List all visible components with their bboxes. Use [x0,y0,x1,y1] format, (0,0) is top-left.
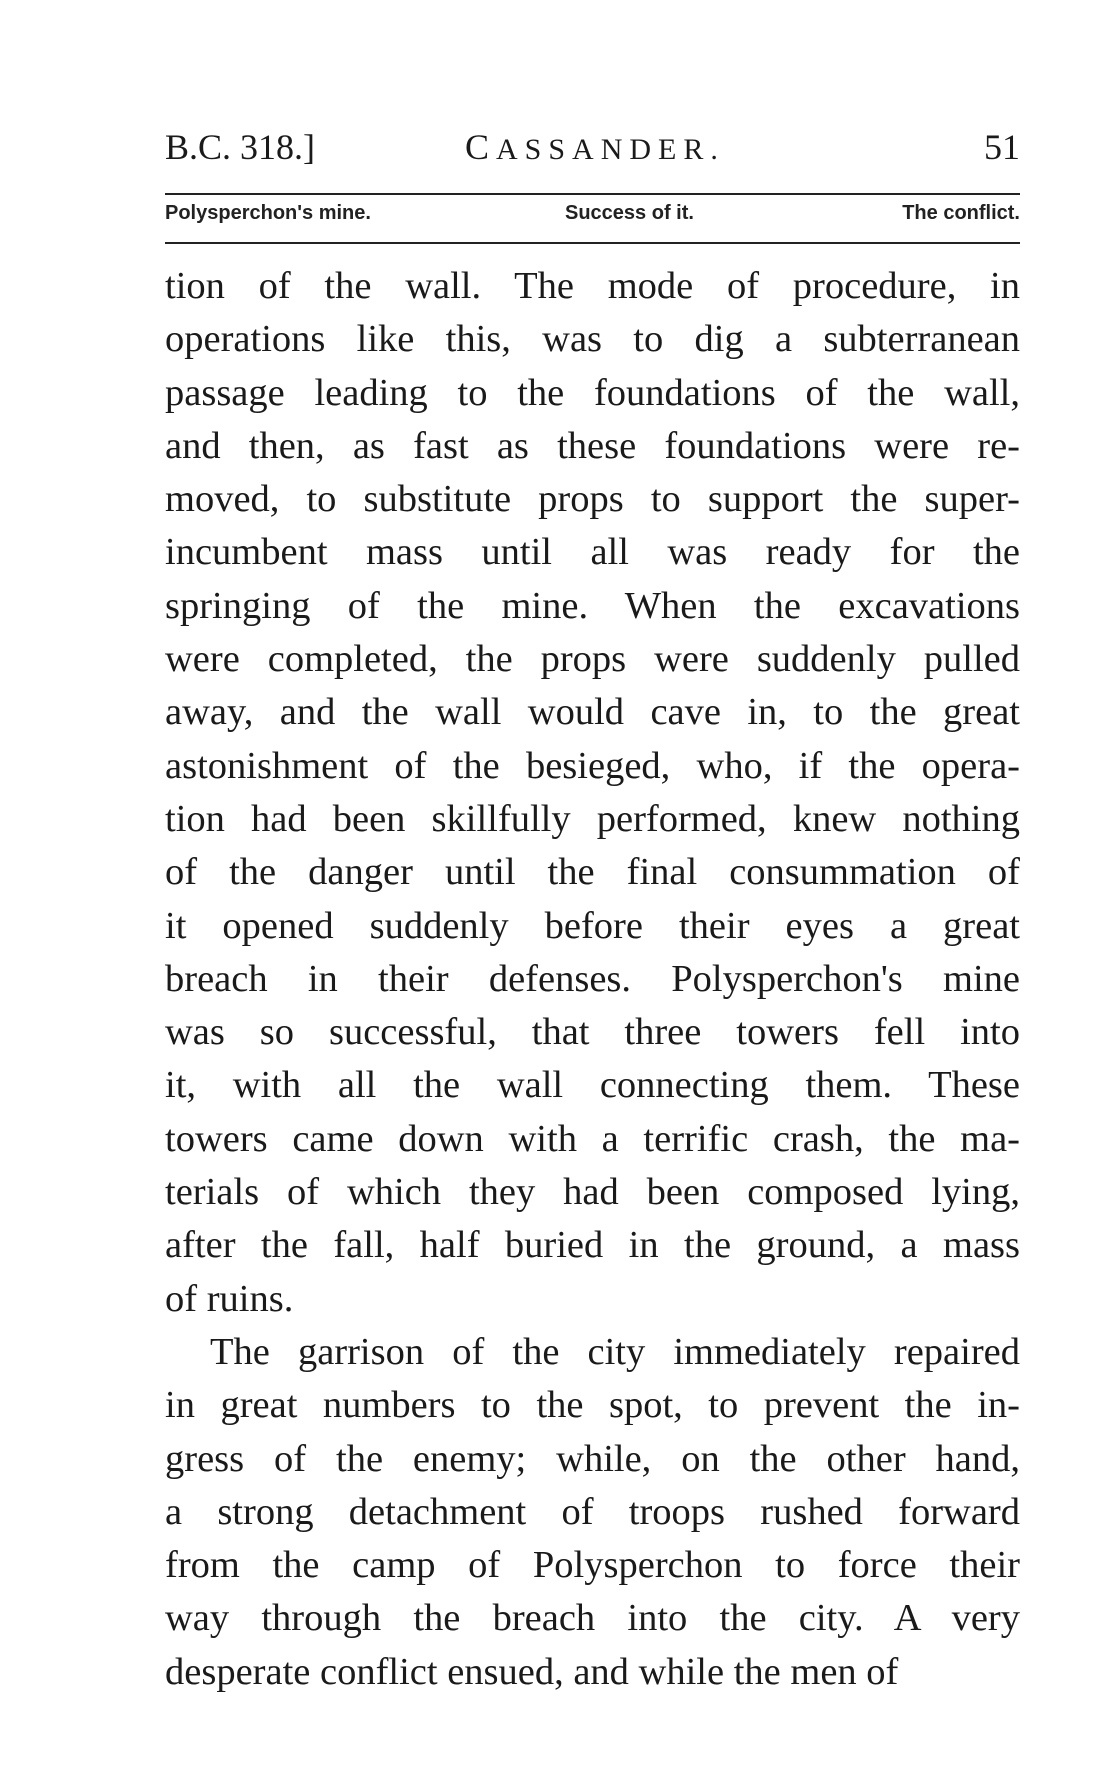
text-line: towers came down with a terrific crash, the ma- [165,1117,1020,1160]
running-head-date: B.C. 318.] [165,127,316,167]
text-line: it opened suddenly before their eyes a great [165,904,1020,947]
body-text [165,260,1020,1699]
running-head-title [465,126,725,168]
text-line: a strong detachment of troops rushed forward [165,1490,1020,1533]
text-line: was so successful, that three towers fell into [165,1011,1020,1054]
subhead-left: Polysperchon's mine. [165,202,371,224]
text-line: passage leading to the foundations of the wall, [165,371,1020,414]
text-line: springing of the mine. When the excavations [165,584,1020,627]
text-line: astonishment of the besieged, who, if the opera- [165,744,1020,787]
text-line: after the fall, half buried in the ground, a mass [165,1224,1020,1267]
paragraph [165,1326,1020,1699]
text-line: away, and the wall would cave in, to the great [165,691,1020,734]
paragraph [165,260,1020,1326]
page-number: 51 [984,127,1020,167]
subhead-center: Success of it. [565,202,694,224]
text-line: of the danger until the final consummation of [165,851,1020,894]
text-line: terials of which they had been composed lying, [165,1171,1020,1214]
text-line: gress of the enemy; while, on the other hand, [165,1437,1020,1480]
running-head-title-rest: ASSANDER. [496,133,725,166]
text-line: in great numbers to the spot, to prevent the in- [165,1384,1020,1427]
text-line: from the camp of Polysperchon to force their [165,1544,1020,1587]
running-head-title-initial: C [465,127,497,167]
header-rule-top [165,193,1020,195]
text-line: way through the breach into the city. A very [165,1597,1020,1640]
text-line: The garrison of the city immediately repaired [210,1330,1020,1373]
text-line: of ruins. [165,1277,294,1320]
text-line: it, with all the wall connecting them. These [165,1064,1020,1107]
text-line: were completed, the props were suddenly pulled [165,638,1020,681]
text-line: incumbent mass until all was ready for the [165,531,1020,574]
subhead-right: The conflict. [902,202,1020,224]
text-line: breach in their defenses. Polysperchon's mine [165,957,1020,1000]
text-line: desperate conflict ensued, and while the men of [165,1650,899,1693]
text-line: tion of the wall. The mode of procedure, in [165,265,1020,307]
text-line: operations like this, was to dig a subterranean [165,318,1020,361]
text-line: and then, as fast as these foundations were re- [165,424,1020,467]
marginal-subheads [165,202,1020,238]
running-head [165,126,1020,176]
text-line: moved, to substitute props to support the super- [165,478,1020,521]
header-rule-bottom [165,242,1020,244]
text-line: tion had been skillfully performed, knew nothing [165,797,1020,840]
